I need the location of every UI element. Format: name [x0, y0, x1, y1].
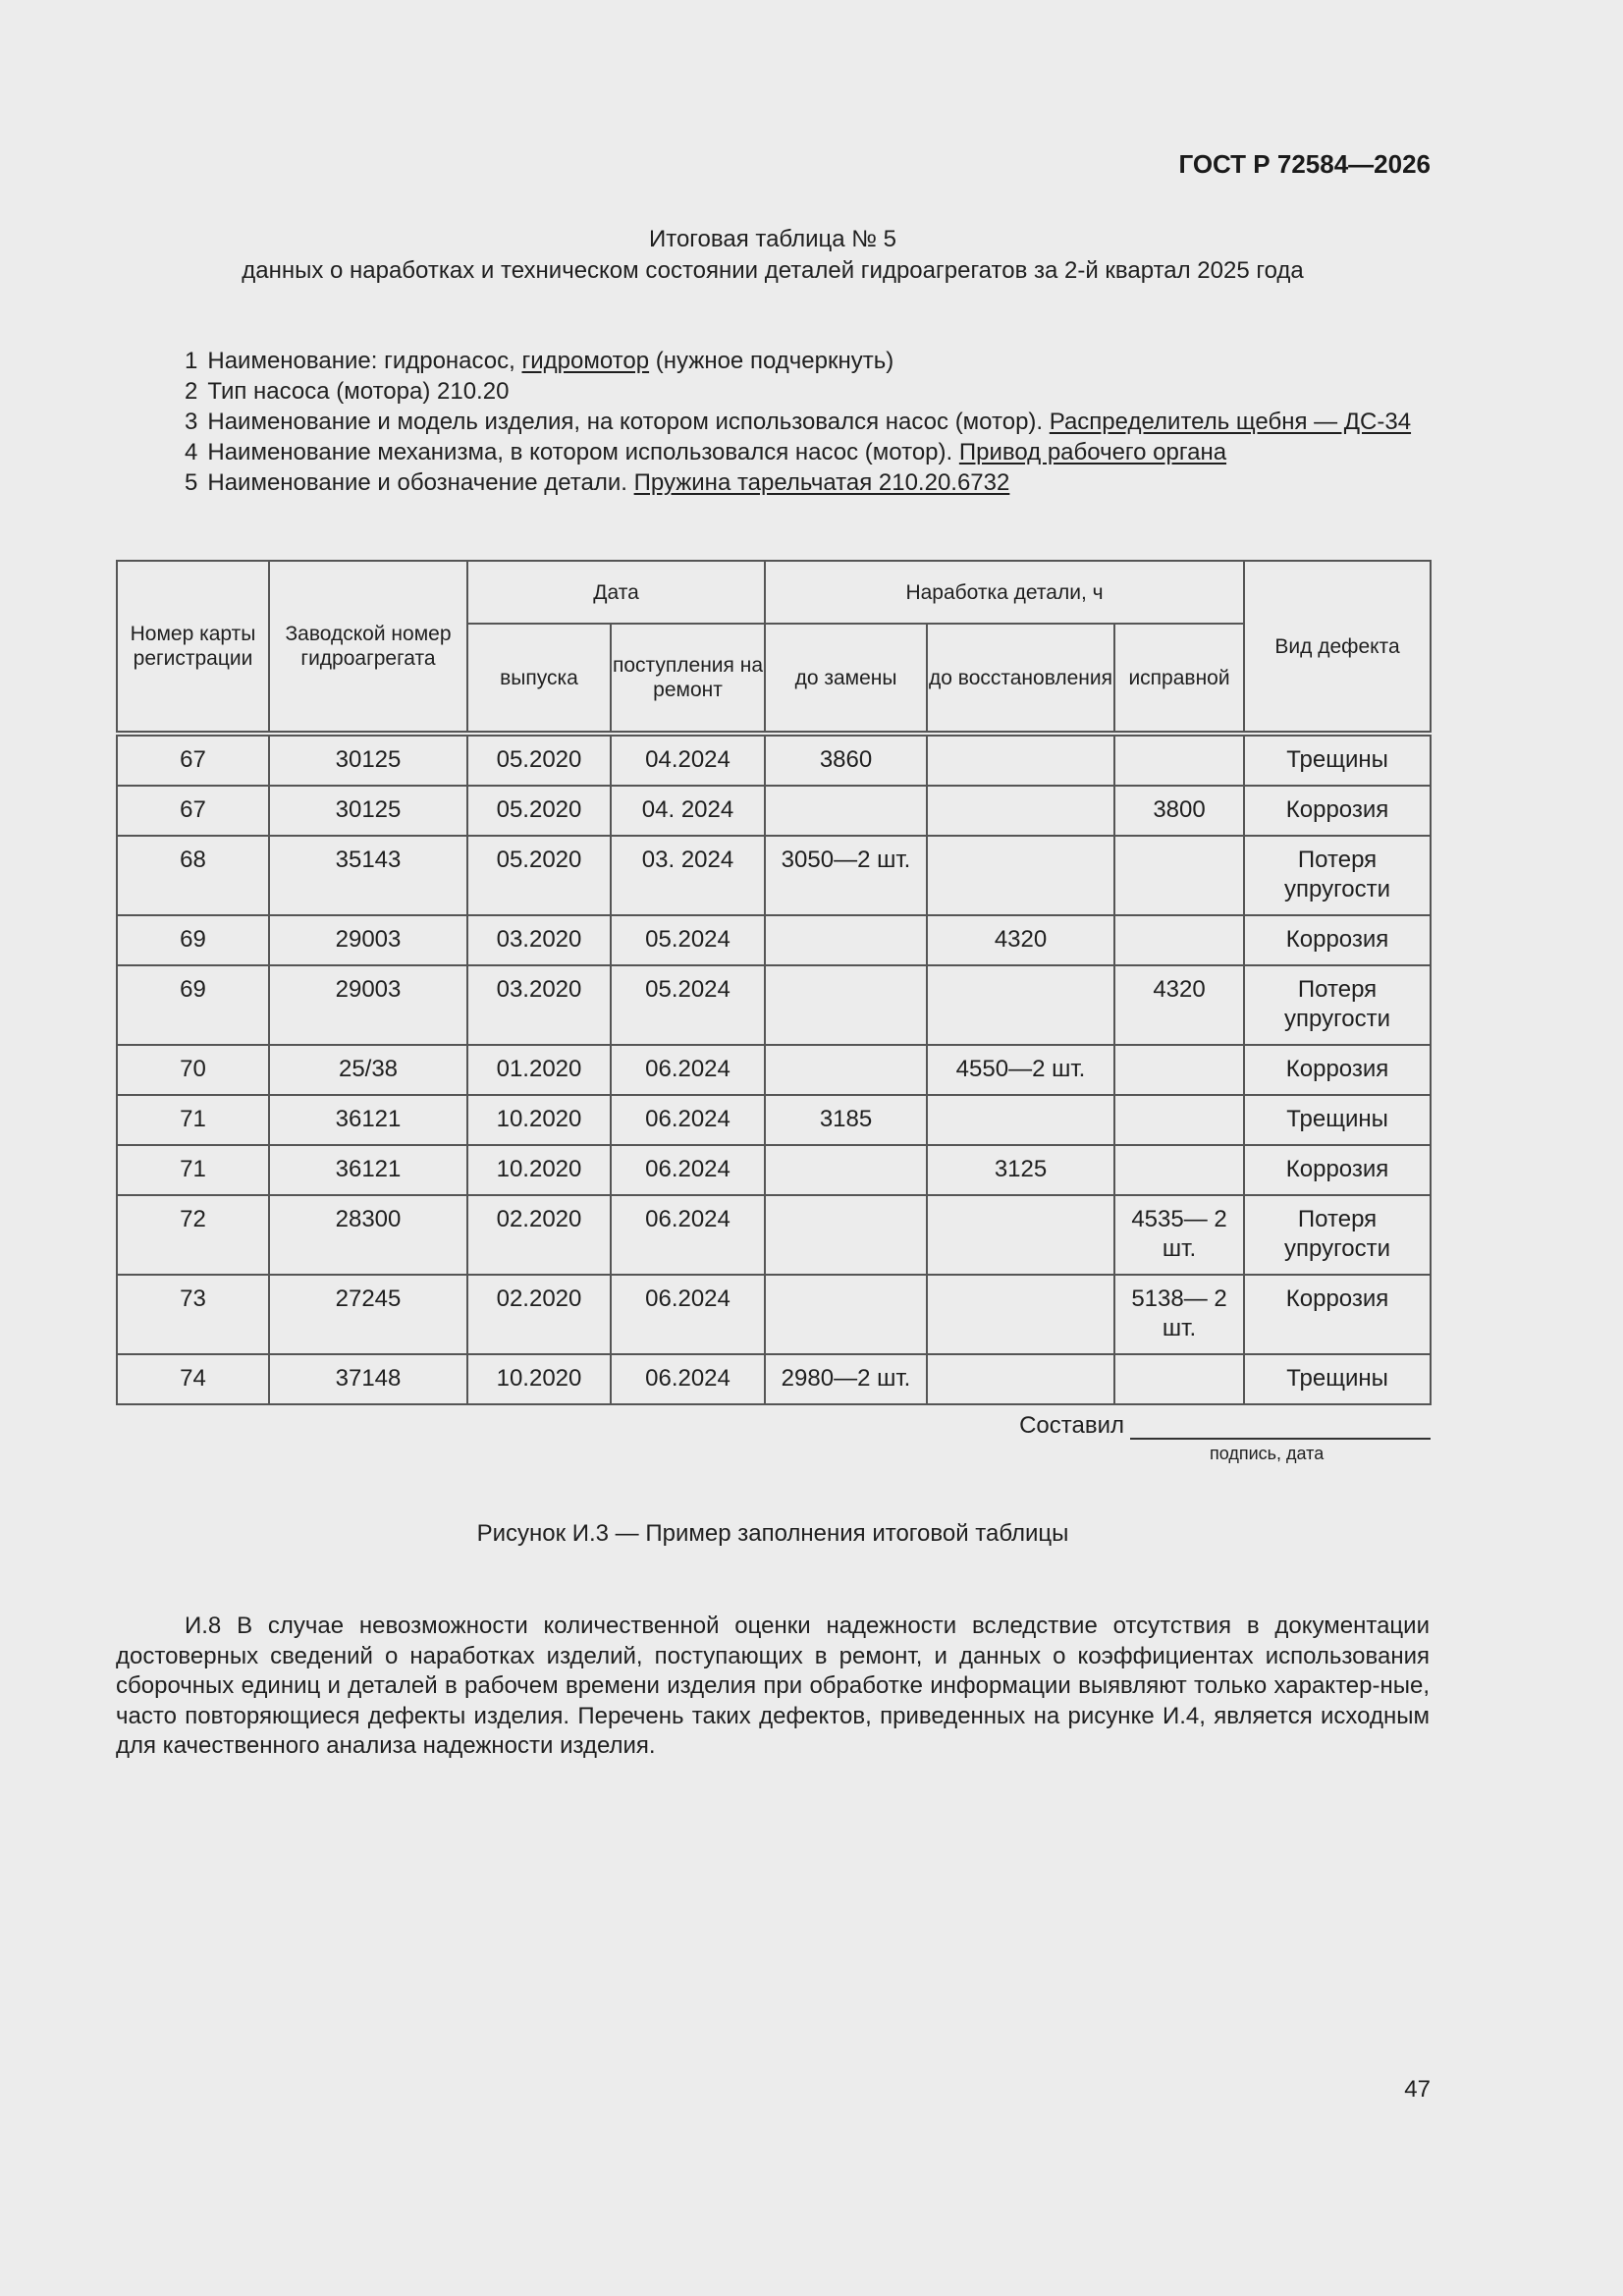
cell: 30125: [269, 786, 467, 836]
table-row: [117, 786, 1431, 836]
cell: 2980—2 шт.: [765, 1354, 927, 1404]
item-2: 2 Тип насоса (мотора) 210.20: [185, 378, 510, 405]
table-title-line1: Итоговая таблица № 5: [648, 226, 897, 252]
cell: [1114, 1145, 1244, 1195]
header-to-replace: до замены: [765, 624, 927, 734]
cell: Трещины: [1244, 1095, 1431, 1145]
cell: 4320: [1114, 965, 1244, 1045]
table-row: [117, 1045, 1431, 1095]
cell: [765, 965, 927, 1045]
cell: 68: [117, 836, 269, 915]
cell: [927, 1095, 1114, 1145]
cell: 04.2024: [611, 734, 765, 786]
cell: Трещины: [1244, 1354, 1431, 1404]
cell: 06.2024: [611, 1045, 765, 1095]
item-3: 3 Наименование и модель изделия, на котором использовался насос (мотор). Распределитель щебня — ДС-34: [185, 409, 1412, 435]
cell: 3860: [765, 734, 927, 786]
table-row: [117, 1354, 1431, 1404]
cell: [765, 1045, 927, 1095]
cell: Потеря упругости: [1244, 965, 1431, 1045]
cell: Коррозия: [1244, 1275, 1431, 1354]
signature-field: [1130, 1416, 1431, 1440]
cell: 71: [117, 1095, 269, 1145]
cell: 03. 2024: [611, 836, 765, 915]
cell: 02.2020: [467, 1195, 611, 1275]
header-reg-card: Номер карты регистрации: [117, 561, 269, 734]
cell: 3800: [1114, 786, 1244, 836]
signature-caption: подпись, дата: [1210, 1444, 1325, 1463]
cell: 69: [117, 965, 269, 1045]
cell: 06.2024: [611, 1195, 765, 1275]
table-row: [117, 1095, 1431, 1145]
cell: 67: [117, 786, 269, 836]
cell: 35143: [269, 836, 467, 915]
cell: 69: [117, 915, 269, 965]
cell: 10.2020: [467, 1145, 611, 1195]
cell: 28300: [269, 1195, 467, 1275]
item-list: [116, 346, 1430, 498]
cell: 29003: [269, 915, 467, 965]
header-date: Дата: [467, 561, 765, 624]
cell: Коррозия: [1244, 1145, 1431, 1195]
table-title-line2: данных о наработках и техническом состоянии деталей гидроагрегатов за 2-й квартал 2025 года: [242, 257, 1304, 284]
cell: [765, 1145, 927, 1195]
cell: [765, 786, 927, 836]
cell: 5138— 2 шт.: [1114, 1275, 1244, 1354]
cell: 27245: [269, 1275, 467, 1354]
cell: 01.2020: [467, 1045, 611, 1095]
table-row: [117, 734, 1431, 786]
header-factory-number: Заводской номер гидроагрегата: [269, 561, 467, 734]
cell: 3185: [765, 1095, 927, 1145]
table-row: [117, 1275, 1431, 1354]
figure-caption: Рисунок И.3 — Пример заполнения итоговой таблицы: [476, 1520, 1069, 1547]
cell: 05.2024: [611, 965, 765, 1045]
cell: [927, 734, 1114, 786]
cell: 05.2024: [611, 915, 765, 965]
table-row: [117, 1145, 1431, 1195]
cell: 70: [117, 1045, 269, 1095]
cell: 06.2024: [611, 1095, 765, 1145]
page-number: 47: [1404, 2076, 1431, 2103]
cell: 4535— 2 шт.: [1114, 1195, 1244, 1275]
cell: 06.2024: [611, 1354, 765, 1404]
item-1: 1 Наименование: гидронасос, гидромотор (нужное подчеркнуть): [185, 348, 894, 374]
cell: Коррозия: [1244, 786, 1431, 836]
cell: [927, 1275, 1114, 1354]
cell: [927, 836, 1114, 915]
cell: Потеря упругости: [1244, 836, 1431, 915]
cell: 10.2020: [467, 1095, 611, 1145]
cell: 4550—2 шт.: [927, 1045, 1114, 1095]
table-row: [117, 1195, 1431, 1275]
cell: [927, 1195, 1114, 1275]
item-5: 5 Наименование и обозначение детали. Пружина тарельчатая 210.20.6732: [185, 469, 1010, 496]
cell: 72: [117, 1195, 269, 1275]
cell: [765, 1275, 927, 1354]
cell: 06.2024: [611, 1275, 765, 1354]
cell: 67: [117, 734, 269, 786]
cell: 10.2020: [467, 1354, 611, 1404]
cell: 03.2020: [467, 965, 611, 1045]
item-4: 4 Наименование механизма, в котором использовался насос (мотор). Привод рабочего органа: [185, 439, 1227, 465]
table-row: [117, 965, 1431, 1045]
cell: [1114, 1354, 1244, 1404]
cell: 73: [117, 1275, 269, 1354]
cell: 37148: [269, 1354, 467, 1404]
cell: 04. 2024: [611, 786, 765, 836]
cell: 71: [117, 1145, 269, 1195]
cell: 4320: [927, 915, 1114, 965]
signature-label: Составил: [1019, 1412, 1124, 1439]
signature-line: [1019, 1412, 1431, 1440]
standard-code: ГОСТ Р 72584—2026: [1178, 149, 1431, 179]
header-defect: Вид дефекта: [1244, 561, 1431, 734]
cell: 36121: [269, 1145, 467, 1195]
cell: [1114, 836, 1244, 915]
header-date-repair: поступления на ремонт: [611, 624, 765, 734]
cell: 3050—2 шт.: [765, 836, 927, 915]
cell: 3125: [927, 1145, 1114, 1195]
cell: [1114, 1095, 1244, 1145]
table-title: [116, 224, 1430, 287]
cell: [765, 1195, 927, 1275]
summary-table: [116, 560, 1432, 1405]
cell: [1114, 1045, 1244, 1095]
header-runtime: Наработка детали, ч: [765, 561, 1244, 624]
cell: Коррозия: [1244, 915, 1431, 965]
cell: 05.2020: [467, 786, 611, 836]
cell: [927, 965, 1114, 1045]
table-row: [117, 915, 1431, 965]
cell: 05.2020: [467, 734, 611, 786]
cell: Потеря упругости: [1244, 1195, 1431, 1275]
cell: [1114, 915, 1244, 965]
cell: 74: [117, 1354, 269, 1404]
header-serviceable: исправной: [1114, 624, 1244, 734]
cell: [927, 786, 1114, 836]
cell: 02.2020: [467, 1275, 611, 1354]
cell: [1114, 734, 1244, 786]
cell: [765, 915, 927, 965]
cell: 29003: [269, 965, 467, 1045]
cell: 36121: [269, 1095, 467, 1145]
header-date-release: выпуска: [467, 624, 611, 734]
header-to-restore: до восстановления: [927, 624, 1114, 734]
cell: Коррозия: [1244, 1045, 1431, 1095]
cell: Трещины: [1244, 734, 1431, 786]
cell: 03.2020: [467, 915, 611, 965]
cell: 30125: [269, 734, 467, 786]
cell: 06.2024: [611, 1145, 765, 1195]
cell: 05.2020: [467, 836, 611, 915]
body-paragraph: И.8 В случае невозможности количественной оценки надежности вследствие отсутствия в документации достоверных сведений о наработках изделий, поступающих в ремонт, и данных о коэффициентах использования сборочных единиц и деталей в рабочем времени изделия при обработке информации выявляют только характер-ные, часто повторяющиеся дефекты изделия. Перечень таких дефектов, приведенных на рисунке И.4, является исходным для качественного анализа надежности изделия.: [116, 1613, 1430, 1759]
cell: 25/38: [269, 1045, 467, 1095]
cell: [927, 1354, 1114, 1404]
table-row: [117, 836, 1431, 915]
